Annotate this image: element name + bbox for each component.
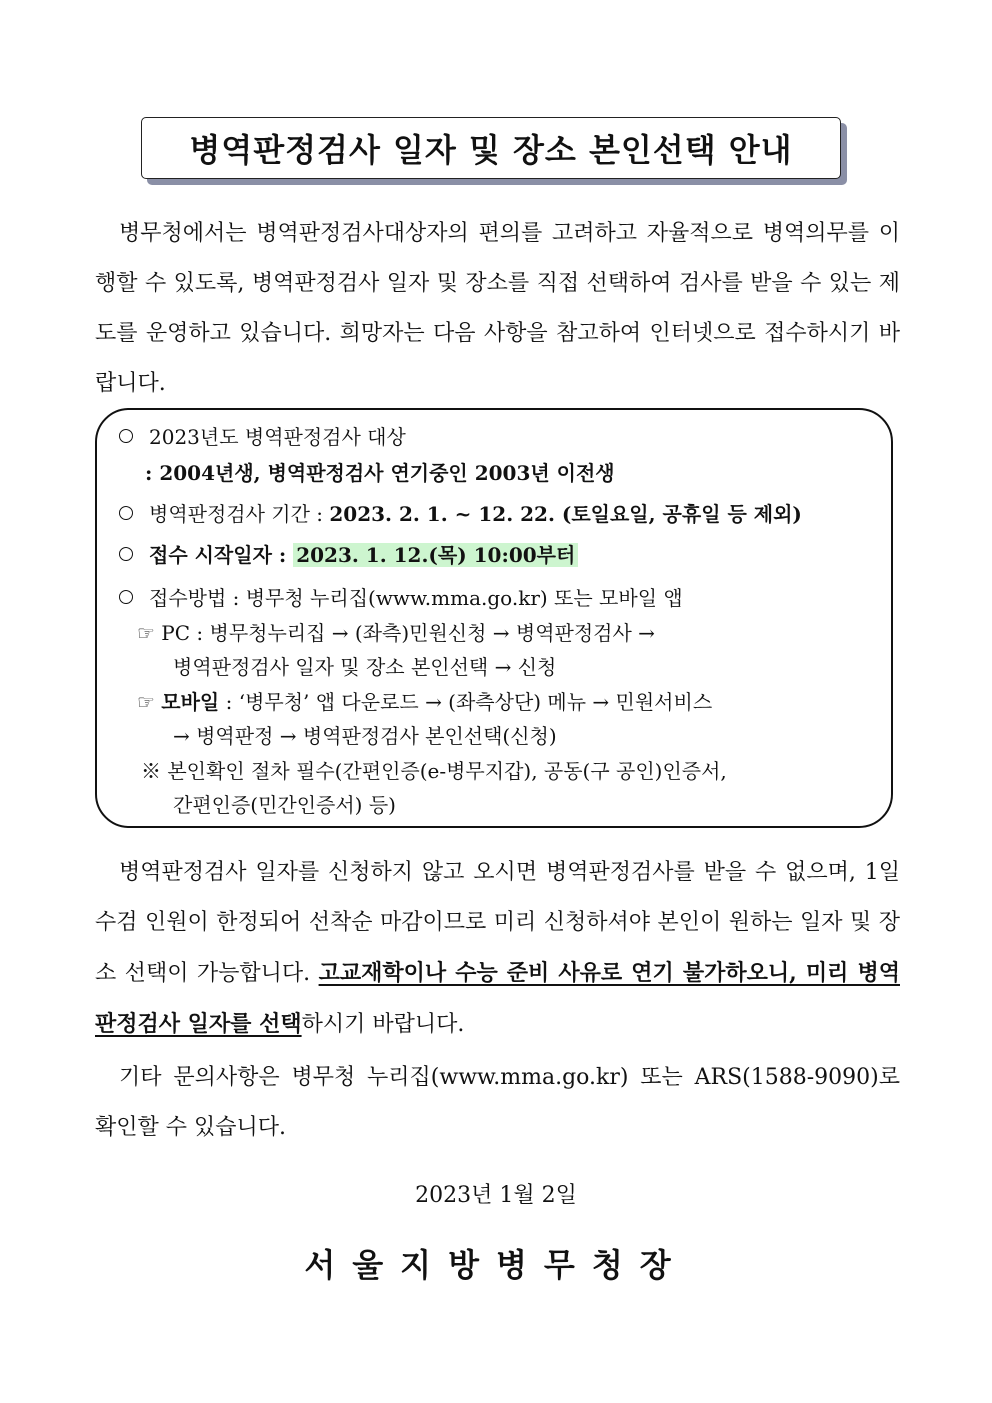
pc-line-2: 병역판정검사 일자 및 장소 본인선택 → 신청 (173, 655, 557, 679)
info-box (95, 408, 893, 828)
reference-mark-icon: ※ (141, 759, 161, 783)
mobile-label: 모바일 (161, 690, 220, 714)
target-value: : 2004년생, 병역판정검사 연기중인 2003년 이전생 (145, 461, 615, 485)
title-banner (141, 117, 841, 179)
signer-name: 서울지방병무청장 (304, 1246, 688, 1284)
method-text: 접수방법 : 병무청 누리집(www.mma.go.kr) 또는 모바일 앱 (149, 586, 683, 610)
bullet-icon (119, 547, 133, 561)
period-value: 2023. 2. 1. ~ 12. 22. (토일요일, 공휴일 등 제외) (329, 502, 802, 526)
mobile-line-2: → 병역판정 → 병역판정검사 본인선택(신청) (173, 724, 557, 748)
note-text-1: 본인확인 절차 필수(간편인증(e-병무지갑), 공동(구 공인)인증서, (167, 759, 727, 783)
start-label: 접수 시작일자 : (149, 543, 294, 567)
warning-emphasis: 고교재학이나 수능 준비 사유로 연기 불가하오니, 미리 병역판정검사 일자를 선택 (95, 960, 900, 1037)
start-value: 2023. 1. 12.(목) 10:00부터 (293, 543, 578, 567)
method-line (119, 583, 683, 613)
target-label: 2023년도 병역판정검사 대상 (149, 425, 406, 449)
warning-tail: 하시기 바랍니다. (301, 1012, 465, 1037)
pointing-hand-icon: ☞ (137, 621, 155, 645)
note-line-1 (141, 756, 727, 786)
warning-text: 병역판정검사 일자를 신청하지 않고 오시면 병역판정검사를 받을 수 없으며, 1일 수검 인원이 한정되어 선착순 마감이므로 미리 신청하셔야 본인이 원하는 일자 및 장소 선택이 가능합니다. (95, 860, 900, 986)
note-line-2: 간편인증(민간인증서) 등) (173, 793, 396, 817)
bullet-icon (119, 590, 133, 604)
bullet-icon (119, 429, 133, 443)
bullet-icon (119, 506, 133, 520)
period-label: 병역판정검사 기간 : (149, 502, 330, 526)
intro-paragraph: 병무청에서는 병역판정검사대상자의 편의를 고려하고 자율적으로 병역의무를 이행할 수 있도록, 병역판정검사 일자 및 장소를 직접 선택하여 검사를 받을 수 있는 제도를 운영하고 있습니다. 희망자는 다음 사항을 참고하여 인터넷으로 접수하시기 바랍니다. (95, 221, 900, 396)
start-line (119, 540, 578, 570)
target-line (119, 422, 406, 452)
contact-paragraph: 기타 문의사항은 병무청 누리집(www.mma.go.kr) 또는 ARS(1588-9090)로 확인할 수 있습니다. (95, 1065, 900, 1140)
pc-text-1: PC : 병무청누리집 → (좌측)민원신청 → 병역판정검사 → (161, 621, 655, 645)
pointing-hand-icon: ☞ (137, 690, 155, 714)
mobile-line-1 (137, 687, 712, 717)
period-line (119, 499, 802, 529)
warning-paragraph (95, 848, 900, 1050)
mobile-text-1: : ‘병무청’ 앱 다운로드 → (좌측상단) 메뉴 → 민원서비스 (219, 690, 713, 714)
document-date: 2023년 1월 2일 (415, 1183, 577, 1208)
page-title: 병역판정검사 일자 및 장소 본인선택 안내 (141, 117, 841, 179)
pc-line-1 (137, 618, 655, 648)
